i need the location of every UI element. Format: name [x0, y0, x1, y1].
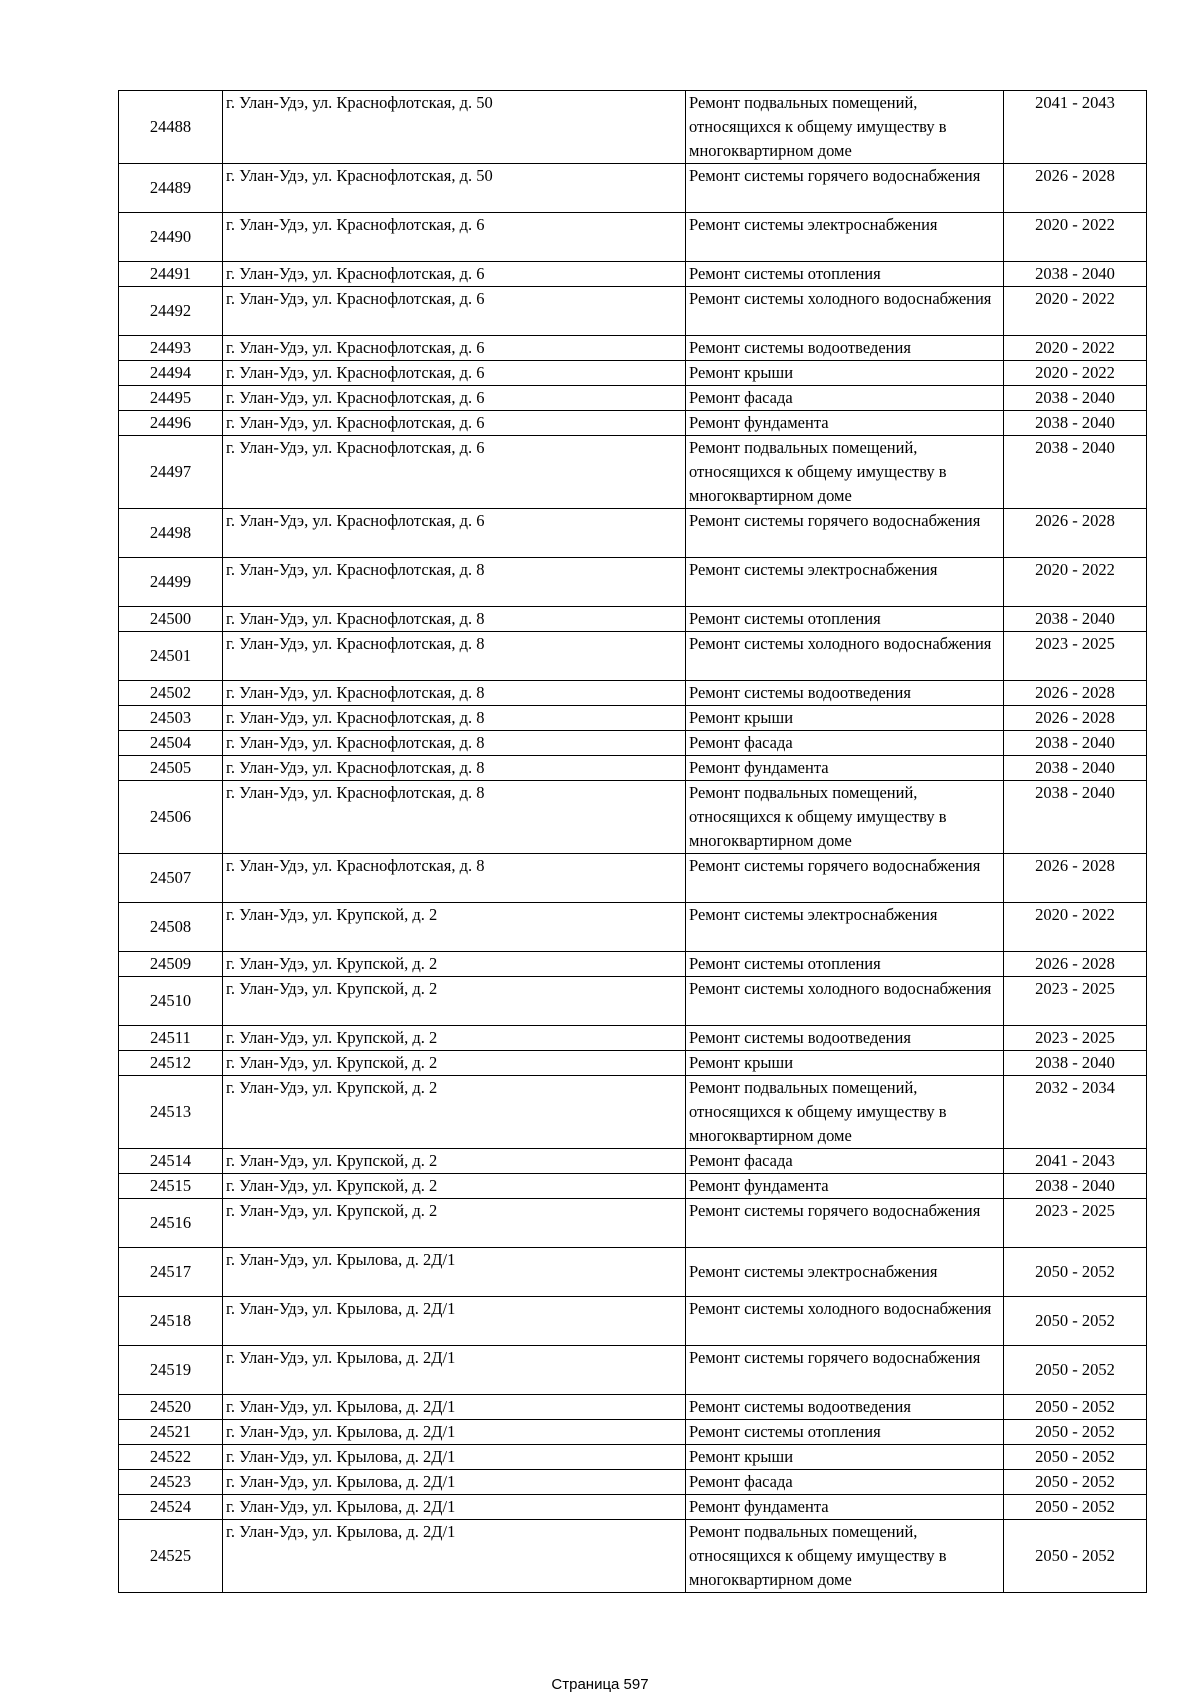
work-type-cell: Ремонт системы водоотведения — [686, 1395, 1004, 1420]
work-type-cell: Ремонт системы горячего водоснабжения — [686, 854, 1004, 903]
row-number: 24507 — [119, 854, 223, 903]
table-row — [119, 1520, 1147, 1593]
row-number: 24510 — [119, 977, 223, 1026]
period-cell: 2050 - 2052 — [1004, 1420, 1147, 1445]
row-number: 24522 — [119, 1445, 223, 1470]
table-row — [119, 632, 1147, 681]
table-row — [119, 436, 1147, 509]
period-cell: 2023 - 2025 — [1004, 1199, 1147, 1248]
row-number: 24500 — [119, 607, 223, 632]
row-number: 24494 — [119, 361, 223, 386]
work-type-cell: Ремонт системы водоотведения — [686, 681, 1004, 706]
work-type-cell: Ремонт фасада — [686, 731, 1004, 756]
table-row — [119, 1395, 1147, 1420]
address-cell: г. Улан-Удэ, ул. Краснофлотская, д. 6 — [223, 436, 686, 509]
table-row — [119, 287, 1147, 336]
address-cell: г. Улан-Удэ, ул. Краснофлотская, д. 6 — [223, 361, 686, 386]
period-cell: 2050 - 2052 — [1004, 1520, 1147, 1593]
table-row — [119, 1248, 1147, 1297]
work-type-cell: Ремонт фундамента — [686, 1174, 1004, 1199]
period-cell: 2032 - 2034 — [1004, 1076, 1147, 1149]
row-number: 24518 — [119, 1297, 223, 1346]
row-number: 24515 — [119, 1174, 223, 1199]
work-type-cell: Ремонт системы горячего водоснабжения — [686, 1346, 1004, 1395]
period-cell: 2023 - 2025 — [1004, 1026, 1147, 1051]
address-cell: г. Улан-Удэ, ул. Крупской, д. 2 — [223, 1174, 686, 1199]
work-type-cell: Ремонт подвальных помещений, относящихся к общему имуществу в многоквартирном доме — [686, 91, 1004, 164]
address-cell: г. Улан-Удэ, ул. Краснофлотская, д. 8 — [223, 558, 686, 607]
work-type-cell: Ремонт системы холодного водоснабжения — [686, 632, 1004, 681]
row-number: 24498 — [119, 509, 223, 558]
period-cell: 2038 - 2040 — [1004, 756, 1147, 781]
period-cell: 2050 - 2052 — [1004, 1445, 1147, 1470]
work-type-cell: Ремонт системы холодного водоснабжения — [686, 287, 1004, 336]
period-cell: 2038 - 2040 — [1004, 386, 1147, 411]
period-cell: 2050 - 2052 — [1004, 1395, 1147, 1420]
table-row — [119, 509, 1147, 558]
table-row — [119, 336, 1147, 361]
period-cell: 2050 - 2052 — [1004, 1346, 1147, 1395]
row-number: 24519 — [119, 1346, 223, 1395]
page-footer — [0, 1676, 1200, 1693]
work-type-cell: Ремонт фасада — [686, 386, 1004, 411]
work-type-cell: Ремонт системы отопления — [686, 1420, 1004, 1445]
work-type-cell: Ремонт системы электроснабжения — [686, 903, 1004, 952]
row-number: 24505 — [119, 756, 223, 781]
table-row — [119, 386, 1147, 411]
row-number: 24493 — [119, 336, 223, 361]
address-cell: г. Улан-Удэ, ул. Крылова, д. 2Д/1 — [223, 1445, 686, 1470]
work-type-cell: Ремонт системы электроснабжения — [686, 558, 1004, 607]
row-number: 24517 — [119, 1248, 223, 1297]
table-row — [119, 411, 1147, 436]
table-row — [119, 1026, 1147, 1051]
row-number: 24511 — [119, 1026, 223, 1051]
address-cell: г. Улан-Удэ, ул. Крылова, д. 2Д/1 — [223, 1346, 686, 1395]
row-number: 24514 — [119, 1149, 223, 1174]
work-type-cell: Ремонт системы отопления — [686, 262, 1004, 287]
work-type-cell: Ремонт системы электроснабжения — [686, 213, 1004, 262]
work-type-cell: Ремонт фасада — [686, 1470, 1004, 1495]
row-number: 24491 — [119, 262, 223, 287]
period-cell: 2038 - 2040 — [1004, 607, 1147, 632]
address-cell: г. Улан-Удэ, ул. Крупской, д. 2 — [223, 1076, 686, 1149]
table-row — [119, 1051, 1147, 1076]
row-number: 24497 — [119, 436, 223, 509]
table-row — [119, 731, 1147, 756]
period-cell: 2050 - 2052 — [1004, 1248, 1147, 1297]
period-cell: 2026 - 2028 — [1004, 854, 1147, 903]
period-cell: 2026 - 2028 — [1004, 164, 1147, 213]
table-row — [119, 607, 1147, 632]
work-type-cell: Ремонт подвальных помещений, относящихся к общему имуществу в многоквартирном доме — [686, 1520, 1004, 1593]
address-cell: г. Улан-Удэ, ул. Крупской, д. 2 — [223, 977, 686, 1026]
table-row — [119, 681, 1147, 706]
table-row — [119, 977, 1147, 1026]
row-number: 24512 — [119, 1051, 223, 1076]
row-number: 24506 — [119, 781, 223, 854]
address-cell: г. Улан-Удэ, ул. Крылова, д. 2Д/1 — [223, 1470, 686, 1495]
row-number: 24513 — [119, 1076, 223, 1149]
address-cell: г. Улан-Удэ, ул. Крылова, д. 2Д/1 — [223, 1420, 686, 1445]
address-cell: г. Улан-Удэ, ул. Краснофлотская, д. 6 — [223, 411, 686, 436]
address-cell: г. Улан-Удэ, ул. Крылова, д. 2Д/1 — [223, 1395, 686, 1420]
work-type-cell: Ремонт системы отопления — [686, 607, 1004, 632]
address-cell: г. Улан-Удэ, ул. Краснофлотская, д. 8 — [223, 632, 686, 681]
table-row — [119, 854, 1147, 903]
period-cell: 2041 - 2043 — [1004, 1149, 1147, 1174]
row-number: 24520 — [119, 1395, 223, 1420]
address-cell: г. Улан-Удэ, ул. Краснофлотская, д. 8 — [223, 706, 686, 731]
address-cell: г. Улан-Удэ, ул. Краснофлотская, д. 6 — [223, 386, 686, 411]
period-cell: 2023 - 2025 — [1004, 977, 1147, 1026]
period-cell: 2038 - 2040 — [1004, 262, 1147, 287]
period-cell: 2050 - 2052 — [1004, 1297, 1147, 1346]
row-number: 24488 — [119, 91, 223, 164]
period-cell: 2020 - 2022 — [1004, 213, 1147, 262]
table-row — [119, 91, 1147, 164]
period-cell: 2026 - 2028 — [1004, 952, 1147, 977]
work-type-cell: Ремонт подвальных помещений, относящихся к общему имуществу в многоквартирном доме — [686, 1076, 1004, 1149]
address-cell: г. Улан-Удэ, ул. Краснофлотская, д. 8 — [223, 756, 686, 781]
period-cell: 2020 - 2022 — [1004, 361, 1147, 386]
address-cell: г. Улан-Удэ, ул. Крылова, д. 2Д/1 — [223, 1495, 686, 1520]
table-row — [119, 1076, 1147, 1149]
table-row — [119, 1445, 1147, 1470]
table-row — [119, 1470, 1147, 1495]
address-cell: г. Улан-Удэ, ул. Краснофлотская, д. 6 — [223, 287, 686, 336]
period-cell: 2026 - 2028 — [1004, 681, 1147, 706]
work-type-cell: Ремонт фундамента — [686, 1495, 1004, 1520]
page-number: Страница 597 — [551, 1676, 649, 1693]
period-cell: 2050 - 2052 — [1004, 1470, 1147, 1495]
row-number: 24492 — [119, 287, 223, 336]
work-type-cell: Ремонт системы отопления — [686, 952, 1004, 977]
period-cell: 2020 - 2022 — [1004, 287, 1147, 336]
row-number: 24504 — [119, 731, 223, 756]
work-type-cell: Ремонт крыши — [686, 1051, 1004, 1076]
period-cell: 2026 - 2028 — [1004, 706, 1147, 731]
table-row — [119, 781, 1147, 854]
address-cell: г. Улан-Удэ, ул. Краснофлотская, д. 6 — [223, 213, 686, 262]
address-cell: г. Улан-Удэ, ул. Крупской, д. 2 — [223, 903, 686, 952]
period-cell: 2023 - 2025 — [1004, 632, 1147, 681]
row-number: 24496 — [119, 411, 223, 436]
repair-schedule-table — [118, 90, 1147, 1593]
work-type-cell: Ремонт системы холодного водоснабжения — [686, 977, 1004, 1026]
row-number: 24524 — [119, 1495, 223, 1520]
row-number: 24502 — [119, 681, 223, 706]
address-cell: г. Улан-Удэ, ул. Краснофлотская, д. 6 — [223, 262, 686, 287]
table-row — [119, 756, 1147, 781]
row-number: 24501 — [119, 632, 223, 681]
address-cell: г. Улан-Удэ, ул. Крупской, д. 2 — [223, 1051, 686, 1076]
period-cell: 2038 - 2040 — [1004, 436, 1147, 509]
work-type-cell: Ремонт фундамента — [686, 756, 1004, 781]
period-cell: 2041 - 2043 — [1004, 91, 1147, 164]
table-row — [119, 1420, 1147, 1445]
table-row — [119, 952, 1147, 977]
period-cell: 2038 - 2040 — [1004, 1051, 1147, 1076]
period-cell: 2050 - 2052 — [1004, 1495, 1147, 1520]
table-row — [119, 1199, 1147, 1248]
work-type-cell: Ремонт системы холодного водоснабжения — [686, 1297, 1004, 1346]
table-row — [119, 1346, 1147, 1395]
period-cell: 2038 - 2040 — [1004, 411, 1147, 436]
work-type-cell: Ремонт крыши — [686, 361, 1004, 386]
period-cell: 2038 - 2040 — [1004, 731, 1147, 756]
address-cell: г. Улан-Удэ, ул. Крупской, д. 2 — [223, 1149, 686, 1174]
address-cell: г. Улан-Удэ, ул. Крупской, д. 2 — [223, 952, 686, 977]
period-cell: 2038 - 2040 — [1004, 1174, 1147, 1199]
address-cell: г. Улан-Удэ, ул. Крупской, д. 2 — [223, 1026, 686, 1051]
row-number: 24490 — [119, 213, 223, 262]
table-row — [119, 1174, 1147, 1199]
address-cell: г. Улан-Удэ, ул. Крылова, д. 2Д/1 — [223, 1520, 686, 1593]
address-cell: г. Улан-Удэ, ул. Краснофлотская, д. 8 — [223, 854, 686, 903]
table-row — [119, 1149, 1147, 1174]
address-cell: г. Улан-Удэ, ул. Крылова, д. 2Д/1 — [223, 1248, 686, 1297]
address-cell: г. Улан-Удэ, ул. Краснофлотская, д. 8 — [223, 731, 686, 756]
address-cell: г. Улан-Удэ, ул. Краснофлотская, д. 50 — [223, 91, 686, 164]
work-type-cell: Ремонт крыши — [686, 1445, 1004, 1470]
period-cell: 2020 - 2022 — [1004, 336, 1147, 361]
address-cell: г. Улан-Удэ, ул. Краснофлотская, д. 6 — [223, 509, 686, 558]
row-number: 24525 — [119, 1520, 223, 1593]
work-type-cell: Ремонт фасада — [686, 1149, 1004, 1174]
table-row — [119, 903, 1147, 952]
table-row — [119, 164, 1147, 213]
period-cell: 2020 - 2022 — [1004, 558, 1147, 607]
work-type-cell: Ремонт крыши — [686, 706, 1004, 731]
period-cell: 2038 - 2040 — [1004, 781, 1147, 854]
table-row — [119, 213, 1147, 262]
address-cell: г. Улан-Удэ, ул. Краснофлотская, д. 8 — [223, 681, 686, 706]
table-row — [119, 361, 1147, 386]
work-type-cell: Ремонт подвальных помещений, относящихся к общему имуществу в многоквартирном доме — [686, 781, 1004, 854]
row-number: 24495 — [119, 386, 223, 411]
address-cell: г. Улан-Удэ, ул. Краснофлотская, д. 8 — [223, 607, 686, 632]
row-number: 24521 — [119, 1420, 223, 1445]
row-number: 24508 — [119, 903, 223, 952]
work-type-cell: Ремонт системы горячего водоснабжения — [686, 509, 1004, 558]
work-type-cell: Ремонт системы электроснабжения — [686, 1248, 1004, 1297]
period-cell: 2020 - 2022 — [1004, 903, 1147, 952]
table-row — [119, 1495, 1147, 1520]
row-number: 24499 — [119, 558, 223, 607]
row-number: 24489 — [119, 164, 223, 213]
table-body — [119, 91, 1147, 1593]
work-type-cell: Ремонт подвальных помещений, относящихся к общему имуществу в многоквартирном доме — [686, 436, 1004, 509]
address-cell: г. Улан-Удэ, ул. Краснофлотская, д. 8 — [223, 781, 686, 854]
work-type-cell: Ремонт системы водоотведения — [686, 336, 1004, 361]
row-number: 24516 — [119, 1199, 223, 1248]
table-row — [119, 1297, 1147, 1346]
address-cell: г. Улан-Удэ, ул. Краснофлотская, д. 6 — [223, 336, 686, 361]
work-type-cell: Ремонт системы горячего водоснабжения — [686, 1199, 1004, 1248]
work-type-cell: Ремонт системы водоотведения — [686, 1026, 1004, 1051]
address-cell: г. Улан-Удэ, ул. Краснофлотская, д. 50 — [223, 164, 686, 213]
address-cell: г. Улан-Удэ, ул. Крылова, д. 2Д/1 — [223, 1297, 686, 1346]
table-row — [119, 262, 1147, 287]
row-number: 24503 — [119, 706, 223, 731]
table-row — [119, 706, 1147, 731]
address-cell: г. Улан-Удэ, ул. Крупской, д. 2 — [223, 1199, 686, 1248]
table-row — [119, 558, 1147, 607]
row-number: 24509 — [119, 952, 223, 977]
work-type-cell: Ремонт системы горячего водоснабжения — [686, 164, 1004, 213]
period-cell: 2026 - 2028 — [1004, 509, 1147, 558]
work-type-cell: Ремонт фундамента — [686, 411, 1004, 436]
row-number: 24523 — [119, 1470, 223, 1495]
